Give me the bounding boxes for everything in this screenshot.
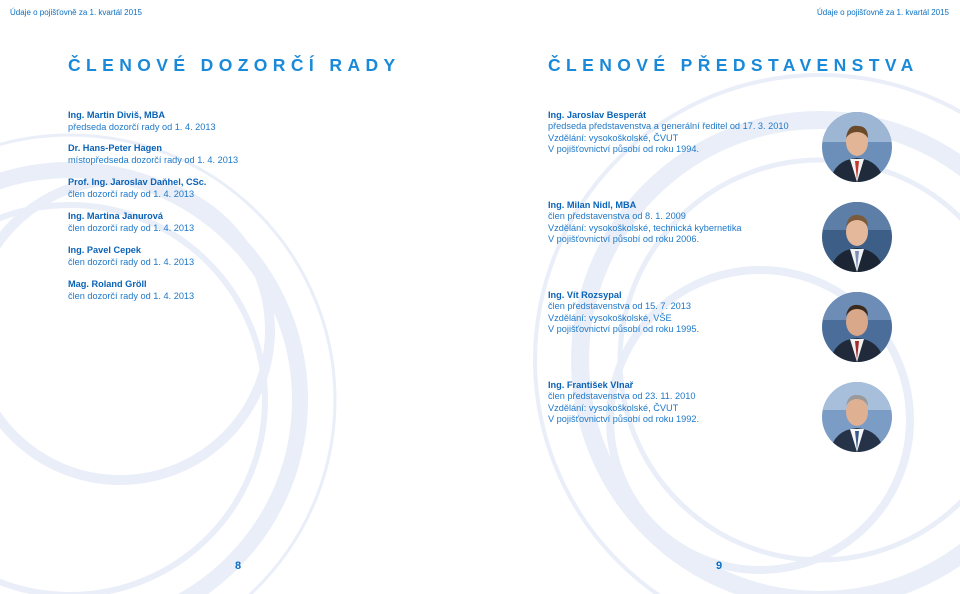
board-member [548,200,808,246]
member-name: Mag. Roland Gröll [68,279,147,289]
member-name: Ing. Martina Janurová [68,211,163,221]
supervisory-board-title: ČLENOVÉ DOZORČÍ RADY [68,55,401,75]
member-name: Ing. Pavel Cepek [68,245,142,255]
supervisory-member [68,177,206,200]
member-name: Prof. Ing. Jaroslav Daňhel, CSc. [68,177,207,187]
portrait-photo [822,292,892,362]
member-experience: V pojišťovnictví působí od roku 1995. [548,324,700,335]
portrait-photo [822,112,892,182]
portrait-photo [822,202,892,272]
member-education: Vzdělání: vysokoškolské, VŠE [548,312,672,323]
member-role: místopředseda dozorčí rady od 1. 4. 2013 [68,154,239,165]
page-number-left: 8 [235,560,242,572]
member-name: Ing. Jaroslav Besperát [548,110,647,120]
member-role: člen představenstva od 15. 7. 2013 [548,301,692,312]
member-role: člen dozorčí rady od 1. 4. 2013 [68,290,195,301]
member-name: Ing. Martin Diviš, MBA [68,110,165,120]
portrait-photo [822,382,892,452]
member-education: Vzdělání: vysokoškolské, ČVUT [548,132,679,143]
board-member [548,290,808,336]
member-role: předseda dozorčí rady od 1. 4. 2013 [68,121,216,132]
member-experience: V pojišťovnictví působí od roku 2006. [548,234,700,245]
page-header-right: Údaje o pojišťovně za 1. kvartál 2015 [817,8,949,17]
supervisory-member [68,110,216,133]
member-role: člen dozorčí rady od 1. 4. 2013 [68,222,195,233]
member-experience: V pojišťovnictví působí od roku 1994. [548,144,700,155]
member-experience: V pojišťovnictví působí od roku 1992. [548,414,700,425]
board-member [548,380,808,426]
board-of-directors-title: ČLENOVÉ PŘEDSTAVENSTVA [548,55,919,75]
page-number-right: 9 [716,560,723,572]
member-name: Dr. Hans-Peter Hagen [68,143,162,153]
member-role: člen představenstva od 23. 11. 2010 [548,391,696,402]
supervisory-member [68,211,194,234]
supervisory-member [68,245,194,268]
member-role: předseda představenstva a generální ředitel od 17. 3. 2010 [548,121,789,132]
member-role: člen představenstva od 8. 1. 2009 [548,211,686,222]
member-name: Ing. Vít Rozsypal [548,290,622,300]
page-header-left: Údaje o pojišťovně za 1. kvartál 2015 [10,8,142,17]
member-name: Ing. František Vlnař [548,380,634,390]
member-education: Vzdělání: vysokoškolské, ČVUT [548,402,679,413]
member-name: Ing. Milan Nidl, MBA [548,200,637,210]
member-role: člen dozorčí rady od 1. 4. 2013 [68,256,195,267]
supervisory-member [68,143,238,166]
supervisory-member [68,279,194,302]
board-member [548,110,808,156]
member-education: Vzdělání: vysokoškolské, technická kybernetika [548,222,742,233]
member-role: člen dozorčí rady od 1. 4. 2013 [68,188,195,199]
